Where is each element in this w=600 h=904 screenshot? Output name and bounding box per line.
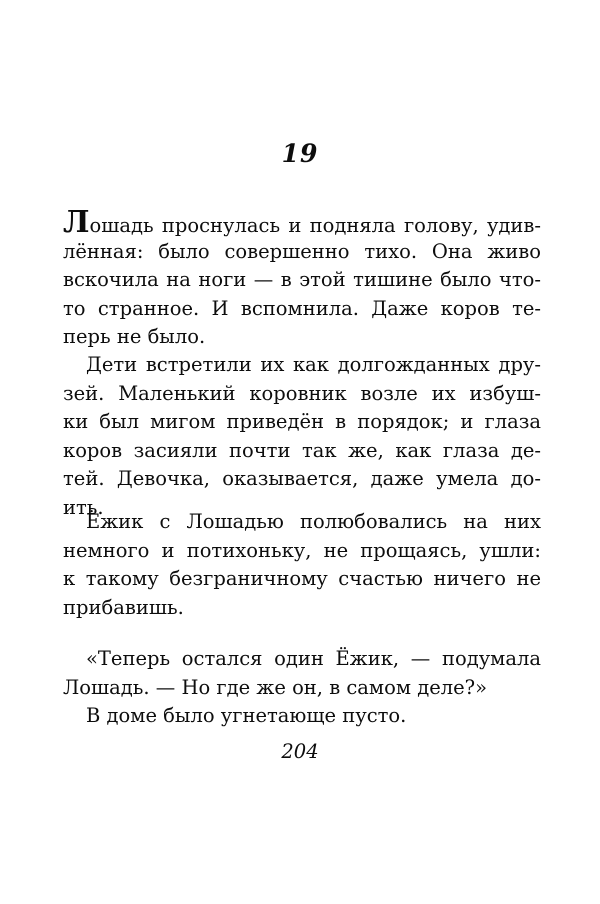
page-number: 204 bbox=[281, 740, 319, 763]
paragraph-3 bbox=[63, 508, 541, 622]
paragraph-5 bbox=[63, 702, 541, 731]
text-line: зей. Маленький коровник возле их избуш- bbox=[63, 381, 541, 405]
text-line: то странное. И вспомнила. Даже коров те- bbox=[63, 296, 541, 320]
text-line: перь не было. bbox=[63, 325, 206, 348]
text-line: к такому безграничному счастью ничего не bbox=[63, 567, 541, 590]
text-line: Лошадь проснулась и подняла голову, удив- bbox=[63, 205, 541, 240]
text-line: «Теперь остался один Ёжик, — подумала bbox=[86, 647, 541, 670]
text-line: коров засияли почти так же, как глаза де- bbox=[63, 438, 541, 462]
text-line: тей. Девочка, оказывается, даже умела до- bbox=[63, 467, 541, 490]
paragraph-2 bbox=[63, 351, 541, 522]
paragraph-1 bbox=[63, 205, 541, 352]
chapter-number: 19 bbox=[281, 139, 319, 168]
drop-cap: Л bbox=[63, 205, 90, 240]
text-line: В доме было угнетающе пусто. bbox=[86, 704, 407, 727]
text-line: прибавишь. bbox=[63, 595, 184, 619]
text-line: лённая: было совершенно тихо. Она живо bbox=[63, 239, 541, 263]
text-line: ки был мигом приведён в порядок; и глаза bbox=[63, 410, 541, 433]
text-line: ить. bbox=[63, 495, 104, 519]
text-line: Лошадь. — Но где же он, в самом деле?» bbox=[63, 675, 488, 699]
text-line: вскочила на ноги — в этой тишине было что- bbox=[63, 268, 541, 291]
text-line: Ёжик с Лошадью полюбовались на них bbox=[86, 510, 541, 533]
text-line: немного и потихоньку, не прощаясь, ушли: bbox=[63, 538, 541, 562]
text-line: Дети встретили их как долгожданных дру- bbox=[86, 353, 541, 376]
paragraph-4 bbox=[63, 645, 541, 702]
